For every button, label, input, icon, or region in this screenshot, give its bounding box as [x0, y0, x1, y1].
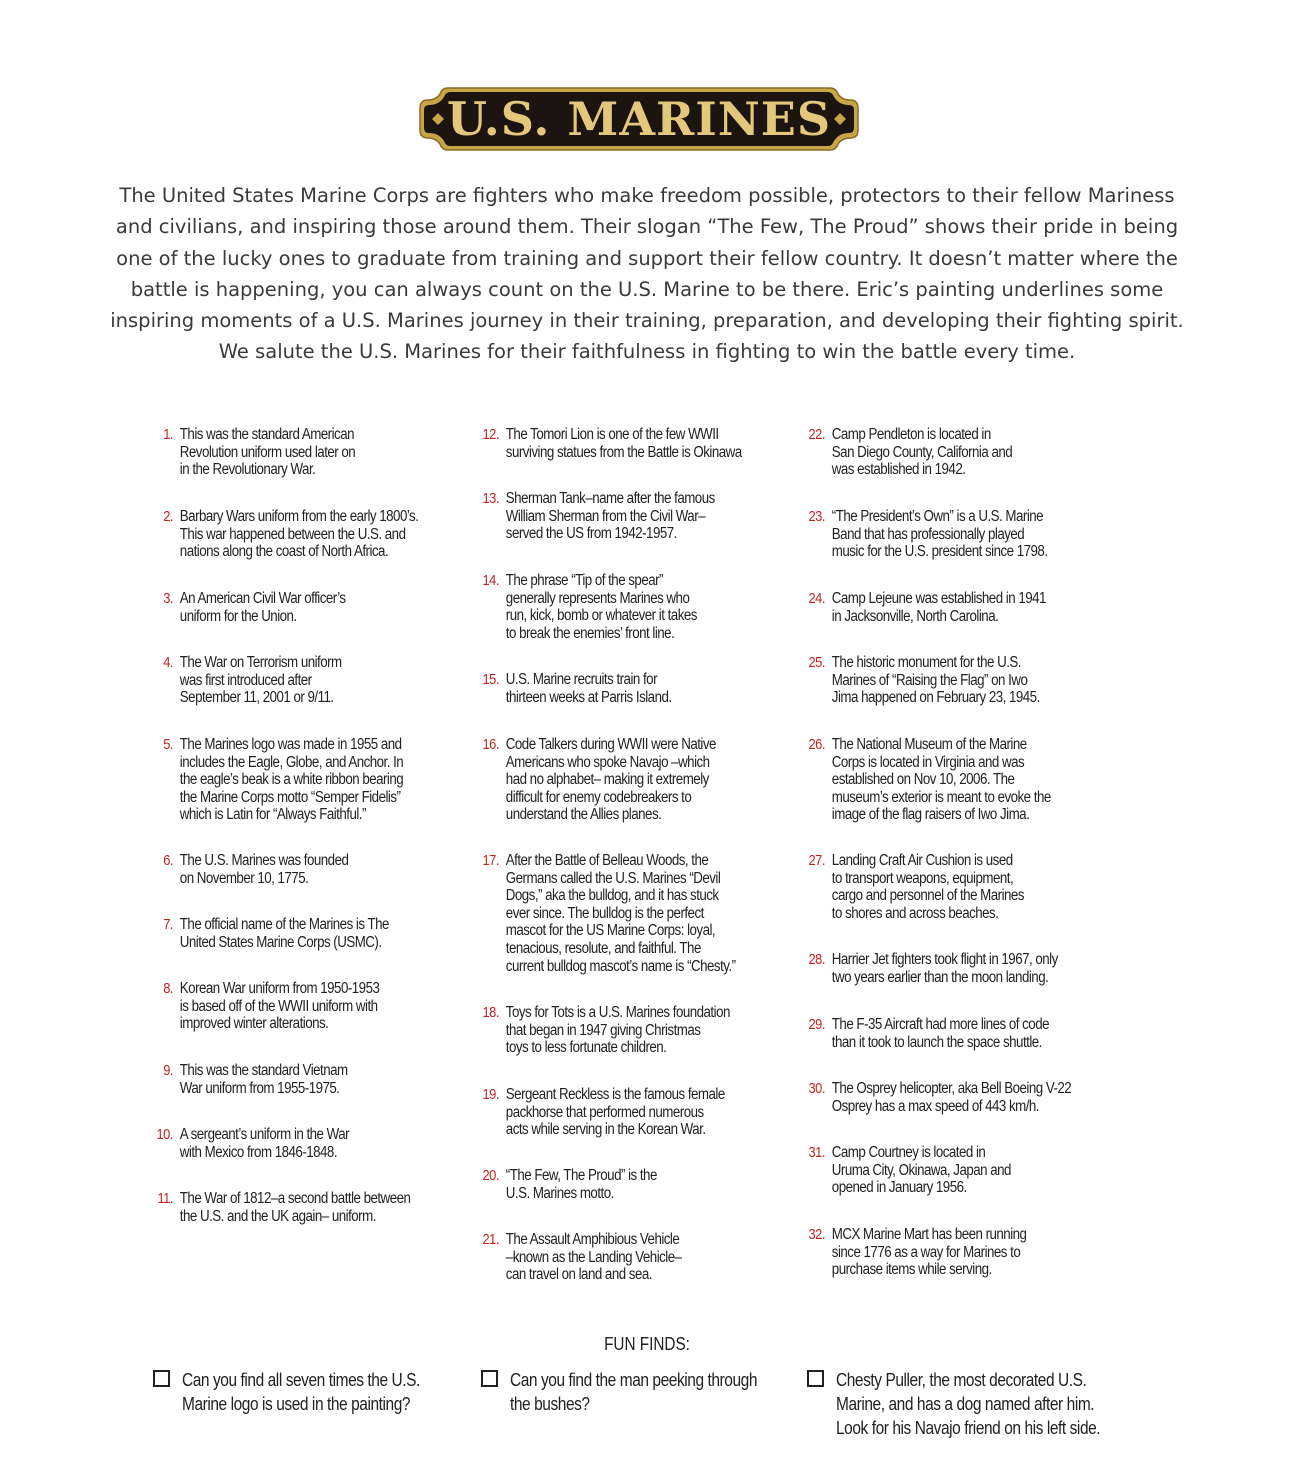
list-item — [806, 1016, 1049, 1051]
item-number: 27. — [808, 852, 825, 869]
item-text: The F-35 Aircraft had more lines of code than it took to launch the space shuttle. — [831, 1016, 1050, 1051]
list-item — [806, 852, 1024, 922]
item-number: 25. — [808, 654, 825, 671]
list-item — [806, 654, 1040, 707]
list-item — [480, 490, 715, 543]
list-item — [480, 1004, 730, 1057]
list-item — [806, 951, 1058, 986]
fun-finds-title: FUN FINDS: — [604, 1334, 690, 1354]
item-text: The War on Terrorism uniform was first introduced after September 11, 2001 or 9/11. — [179, 654, 342, 707]
item-text: Sergeant Reckless is the famous female packhorse that performed numerous acts while serving in the Korean War. — [505, 1086, 725, 1139]
list-item — [154, 1190, 410, 1225]
item-text: MCX Marine Mart has been running since 1776 as a way for Marines to purchase items while serving. — [831, 1226, 1027, 1279]
item-number: 3. — [163, 590, 173, 607]
item-number: 4. — [163, 654, 173, 671]
list-item — [806, 508, 1048, 561]
list-item — [154, 508, 418, 561]
item-text: The Marines logo was made in 1955 and includes the Eagle, Globe, and Anchor. In the eagle’s beak is a white ribbon bearing the Marine Corps motto “Semper Fidelis” which is Latin for “Always Faithful.” — [179, 736, 404, 824]
item-text: The War of 1812–a second battle between the U.S. and the UK again– uniform. — [179, 1190, 411, 1225]
list-item — [154, 736, 403, 824]
item-text: Camp Lejeune was established in 1941 in Jacksonville, North Carolina. — [831, 590, 1046, 625]
item-text: “The Few, The Proud” is the U.S. Marines motto. — [505, 1167, 657, 1202]
item-number: 7. — [163, 916, 173, 933]
item-text: The U.S. Marines was founded on November 10, 1775. — [179, 852, 349, 887]
list-item — [154, 852, 348, 887]
item-number: 15. — [482, 671, 499, 688]
fun-find-checkbox[interactable] — [807, 1370, 824, 1387]
item-number: 19. — [482, 1086, 499, 1103]
item-text: The official name of the Marines is The United States Marine Corps (USMC). — [179, 916, 389, 951]
list-item — [480, 736, 716, 824]
item-text: Camp Courtney is located in Uruma City, Okinawa, Japan and opened in January 1956. — [831, 1144, 1011, 1197]
fun-find-checkbox[interactable] — [481, 1370, 498, 1387]
item-text: This was the standard American Revolution uniform used later on in the Revolutionary War. — [179, 426, 356, 479]
item-number: 10. — [156, 1126, 173, 1143]
list-item — [806, 1080, 1071, 1115]
item-number: 26. — [808, 736, 825, 753]
fun-find-item — [153, 1368, 459, 1416]
item-text: The Tomori Lion is one of the few WWII surviving statues from the Battle is Okinawa — [505, 426, 742, 461]
item-text: The Assault Amphibious Vehicle –known as the Landing Vehicle– can travel on land and sea. — [505, 1231, 682, 1284]
list-item — [806, 1226, 1026, 1279]
list-item — [806, 426, 1012, 479]
item-number: 22. — [808, 426, 825, 443]
item-number: 21. — [482, 1231, 499, 1248]
list-item — [480, 1167, 657, 1202]
item-number: 6. — [163, 852, 173, 869]
item-text: The Osprey helicopter, aka Bell Boeing V-22 Osprey has a max speed of 443 km/h. — [831, 1080, 1072, 1115]
item-number: 11. — [157, 1190, 173, 1207]
item-number: 17. — [482, 852, 499, 869]
list-item — [154, 654, 342, 707]
list-item — [806, 590, 1046, 625]
list-item — [480, 852, 736, 975]
item-text: After the Battle of Belleau Woods, the Germans called the U.S. Marines “Devil Dogs,” aka the bulldog, and it has stuck ever since. The bulldog is the perfect mascot for the US Marine Corps: loyal, tenacious, resolute, and faithful. The current bulldog mascot’s name is “Chesty.” — [505, 852, 736, 975]
item-number: 8. — [163, 980, 173, 997]
item-text: Camp Pendleton is located in San Diego County, California and was established in 1942. — [831, 426, 1013, 479]
item-number: 5. — [163, 736, 173, 753]
list-item — [154, 1126, 349, 1161]
list-item — [154, 1062, 348, 1097]
item-text: The phrase “Tip of the spear” generally represents Marines who run, kick, bomb or whatever it takes to break the enemies’ front line. — [505, 572, 697, 642]
item-number: 28. — [808, 951, 825, 968]
fun-find-text: Chesty Puller, the most decorated U.S. Marine, and has a dog named after him. Look for his Navajo friend on his left side. — [836, 1370, 1101, 1438]
item-number: 12. — [482, 426, 499, 443]
page-title: U.S. MARINES — [446, 92, 832, 146]
list-item — [806, 1144, 1011, 1197]
item-number: 29. — [808, 1016, 825, 1033]
item-text: This was the standard Vietnam War uniform from 1955-1975. — [179, 1062, 348, 1097]
title-banner — [418, 86, 860, 152]
item-text: Korean War uniform from 1950-1953 is based off of the WWII uniform with improved winter alterations. — [179, 980, 380, 1033]
item-text: The National Museum of the Marine Corps is located in Virginia and was established on Nov 10, 2006. The museum’s exterior is meant to evoke the image of the flag raisers of Iwo Jima. — [831, 736, 1051, 824]
fun-find-text: Can you find all seven times the U.S. Marine logo is used in the painting? — [182, 1370, 420, 1414]
item-text: “The President’s Own” is a U.S. Marine Band that has professionally played music for the U.S. president since 1798. — [831, 508, 1048, 561]
list-item — [480, 572, 697, 642]
item-number: 32. — [808, 1226, 825, 1243]
intro-paragraph: The United States Marine Corps are fighters who make freedom possible, protectors to their fellow Mariness and civilians, and inspiring those around them. Their slogan “The Few, The Proud” shows their pride in being one of the lucky ones to graduate from training and support their fellow country. It doesn’t matter where the battle is happening, you can always count on the U.S. Marine to be there. Eric’s painting underlines some inspiring moments of a U.S. Marines journey in their training, preparation, and developing their fighting spirit. We salute the U.S. Marines for their faithfulness in fighting to win the battle every time. — [110, 184, 1184, 364]
fun-find-item — [481, 1368, 797, 1416]
item-number: 16. — [482, 736, 499, 753]
item-text: Barbary Wars uniform from the early 1800’s. This war happened between the U.S. and nations along the coast of North Africa. — [179, 508, 419, 561]
list-item — [480, 426, 742, 461]
list-item — [154, 980, 379, 1033]
item-number: 2. — [163, 508, 173, 525]
list-item — [480, 671, 672, 706]
item-text: Code Talkers during WWII were Native Americans who spoke Navajo –which had no alphabet– making it extremely difficult for enemy codebreakers to understand the Allies planes. — [505, 736, 716, 824]
fun-find-checkbox[interactable] — [153, 1370, 170, 1387]
item-number: 23. — [808, 508, 825, 525]
item-text: An American Civil War officer’s uniform for the Union. — [179, 590, 346, 625]
item-text: Landing Craft Air Cushion is used to transport weapons, equipment, cargo and personnel of the Marines to shores and across beaches. — [831, 852, 1024, 922]
item-number: 9. — [163, 1062, 173, 1079]
item-text: Toys for Tots is a U.S. Marines foundation that began in 1947 giving Christmas toys to less fortunate children. — [505, 1004, 730, 1057]
item-number: 24. — [808, 590, 825, 607]
list-item — [154, 426, 355, 479]
item-number: 30. — [808, 1080, 825, 1097]
item-text: A sergeant’s uniform in the War with Mexico from 1846-1848. — [179, 1126, 350, 1161]
list-item — [806, 736, 1051, 824]
list-item — [480, 1086, 725, 1139]
item-text: Harrier Jet fighters took flight in 1967, only two years earlier than the moon landing. — [831, 951, 1058, 986]
item-number: 13. — [482, 490, 499, 507]
fun-find-item — [807, 1368, 1143, 1440]
item-number: 20. — [482, 1167, 499, 1184]
item-text: The historic monument for the U.S. Marines of “Raising the Flag” on Iwo Jima happened on February 23, 1945. — [831, 654, 1040, 707]
item-number: 18. — [482, 1004, 499, 1021]
item-number: 31. — [808, 1144, 825, 1161]
item-text: U.S. Marine recruits train for thirteen weeks at Parris Island. — [505, 671, 672, 706]
item-number: 1. — [163, 426, 173, 443]
list-item — [154, 916, 389, 951]
item-number: 14. — [482, 572, 499, 589]
list-item — [480, 1231, 682, 1284]
item-text: Sherman Tank–name after the famous William Sherman from the Civil War– served the US from 1942-1957. — [505, 490, 715, 543]
fun-find-text: Can you find the man peeking through the bushes? — [510, 1370, 758, 1414]
list-item — [154, 590, 346, 625]
